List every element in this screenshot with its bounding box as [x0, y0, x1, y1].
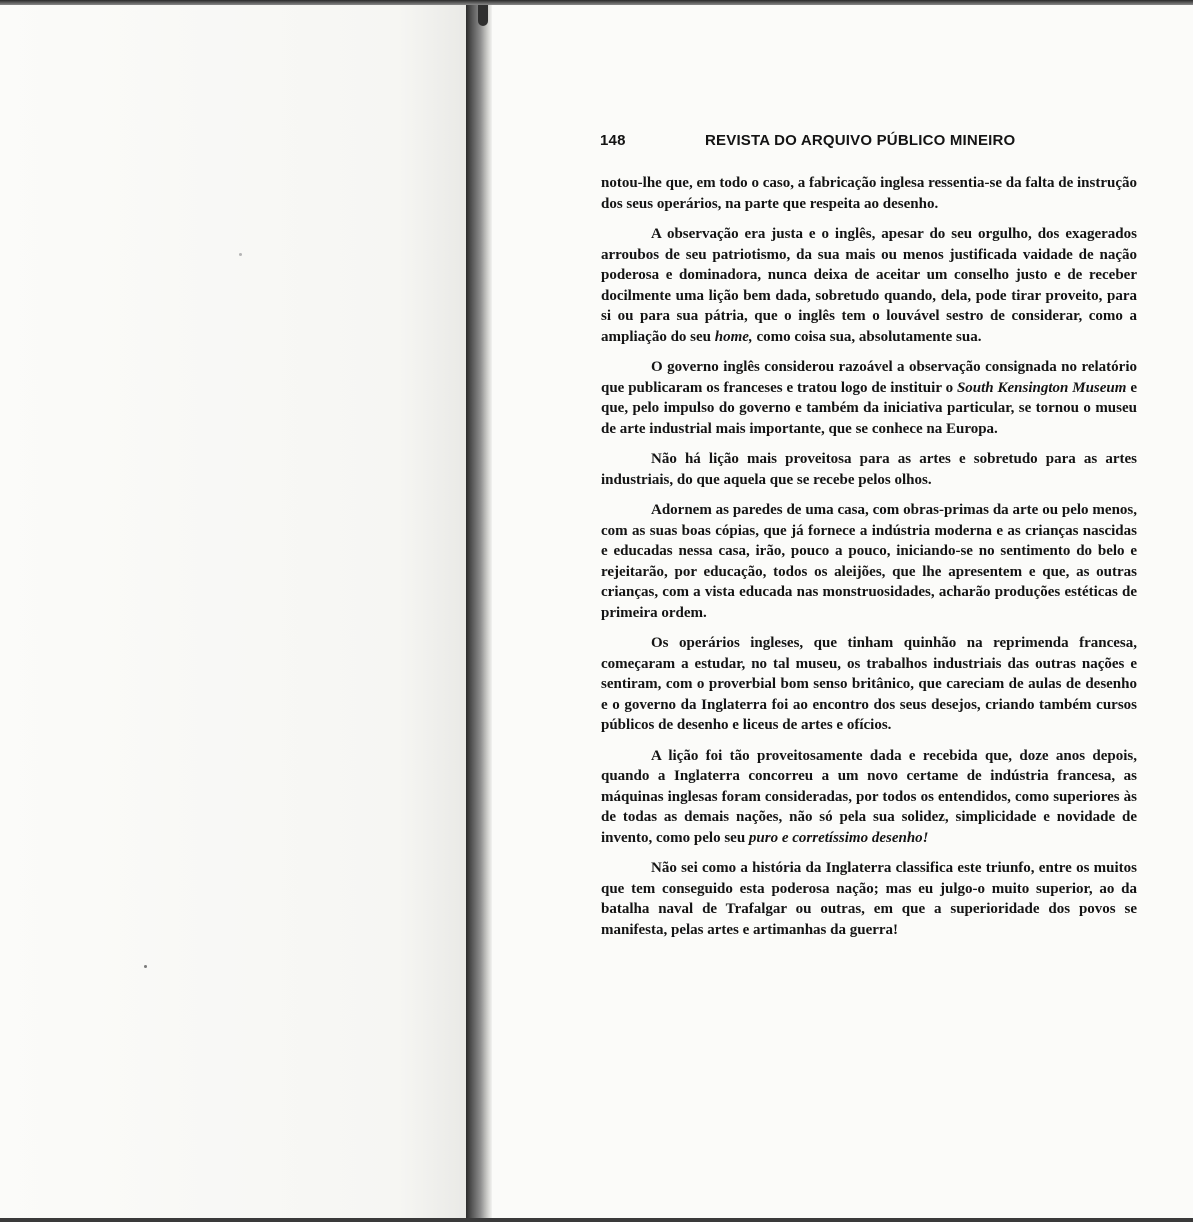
book-gutter: [466, 0, 492, 1222]
paragraph-2: [601, 224, 1137, 347]
page-number: 148: [600, 132, 626, 149]
paragraph-6: Os operários ingleses, que tinham quinhão na reprimenda francesa, começaram a estudar, no tal museu, os trabalhos industriais das outras nações e sentiram, com o proverbial bom senso britânico, que careciam de aulas de desenho e o governo da Inglaterra foi ao encontro dos seus desejos, criando também cursos públicos de desenho e liceus de artes e ofícios.: [601, 635, 1137, 733]
paragraph-7-emphasis: puro e corretíssimo desenho!: [748, 829, 929, 846]
paragraph-5: Adornem as paredes de uma casa, com obras-primas da arte ou pelo menos, com as suas boas cópias, que já fornece a indústria moderna e as crianças nascidas e educadas nessa casa, irão, pouco a pouco, iniciando-se no sentimento do belo e rejeitarão, por educação, todos os aleijões, que lhe apresentem e que, as outras crianças, com a vista educada nas monstruosidades, acharão produções estéticas de primeira ordem.: [601, 502, 1137, 621]
paper-speck: [144, 965, 147, 968]
paragraph-3-emphasis: South Kensington Museum: [956, 379, 1127, 396]
paragraph-7-text: A lição foi tão proveitosamente dada e recebida que, doze anos depois, quando a Inglaterra concorreu a um novo certame de indústria francesa, as máquinas inglesas foram consideradas, por todos os entendidos, como superiores às de todas as demais nações, não só pela sua solidez, simplicidade e novidade de invento, como pelo seu: [601, 747, 1137, 846]
paragraph-4: Não há lição mais proveitosa para as artes e sobretudo para as artes industriais, do que aquela que se recebe pelos olhos.: [601, 451, 1137, 488]
scan-top-edge: [0, 0, 1193, 5]
paragraph-2-text-end: como coisa sua, absolutamente sua.: [752, 328, 982, 345]
paragraph-8: Não sei como a história da Inglaterra classifica este triunfo, entre os muitos que tem conseguido esta poderosa nação; mas eu julgo-o muito superior, ao da batalha naval de Trafalgar ou outras, em que a superioridade dos povos se manifesta, pelas artes e artimanhas da guerra!: [601, 860, 1137, 938]
journal-title: REVISTA DO ARQUIVO PÚBLICO MINEIRO: [705, 132, 1016, 149]
paragraph-7: [601, 746, 1137, 849]
paper-speck: [239, 253, 242, 256]
paragraph-3-text-end: e que, pelo impulso do governo e também da iniciativa particular, se tornou o museu de arte industrial mais importante, que se conhece na Europa.: [601, 379, 1137, 437]
running-head: [600, 130, 1140, 152]
paragraph-3-text: O governo inglês considerou razoável a observação consignada no relatório que publicaram os franceses e tratou logo de instituir o: [601, 359, 1137, 396]
paragraph-2-text: A observação era justa e o inglês, apesar do seu orgulho, dos exagerados arroubos de seu patriotismo, da sua mais ou menos justificada vaidade de nação poderosa e dominadora, nunca deixa de aceitar um conselho justo e de receber docilmente uma lição bem dada, sobretudo quando, dela, pode tirar proveito, para si ou para sua pátria, que o inglês tem o louvável sestro de considerar, como a ampliação do seu: [601, 226, 1137, 345]
paragraph-2-emphasis: home,: [714, 328, 753, 345]
left-blank-page: [0, 0, 468, 1222]
paragraph-1: notou-lhe que, em todo o caso, a fabricação inglesa ressentia-se da falta de instrução dos seus operários, na parte que respeita ao desenho.: [601, 175, 1137, 212]
scan-bottom-edge: [0, 1218, 1193, 1222]
gutter-clip: [478, 4, 488, 26]
body-text: [601, 173, 1137, 950]
paragraph-3: [601, 357, 1137, 439]
